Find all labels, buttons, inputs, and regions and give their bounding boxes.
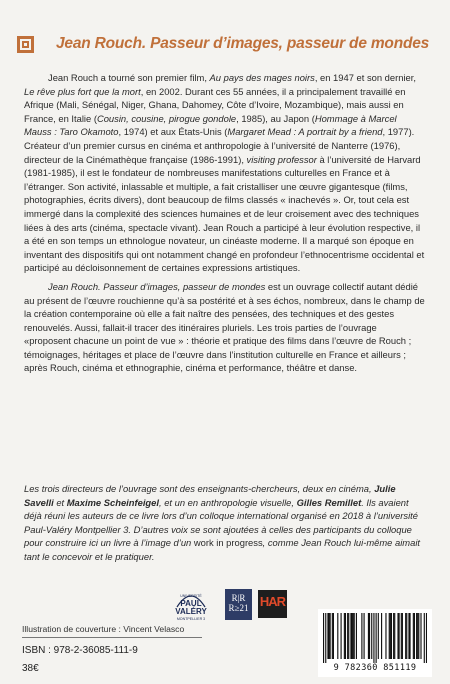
barcode-bar — [364, 613, 365, 659]
rr-line2: R≥21 — [228, 603, 249, 613]
barcode-bar — [332, 613, 333, 659]
barcode-bar — [426, 613, 427, 663]
barcode-bar — [345, 613, 346, 659]
barcode-bar — [417, 613, 418, 659]
director-name: Maxime Scheinfeigel — [66, 496, 159, 508]
paul-valery-logo-icon — [171, 587, 211, 623]
barcode-bar — [418, 613, 419, 659]
text-run: . Ils avaient déjà réuni les auteurs de ce livre lors d’un colloque international organisé en 2018 à l’université Paul-Valéry Montpellier 3. D’autres voix se sont ajoutées à celles des participants du colloque pour construire ici un livre à l’image d’un — [24, 496, 418, 549]
barcode-bar — [397, 613, 398, 659]
text-run: et — [53, 496, 67, 508]
pv-line1: PAUL — [180, 599, 202, 608]
text-run: , comme Jean Rouch lui-même aimait tant le concevoir et le pratiquer. — [24, 537, 421, 562]
pv-sub: MONTPELLIER 3 — [176, 617, 206, 621]
barcode-bar — [361, 613, 362, 659]
barcode-bar — [414, 613, 415, 659]
har-logo-icon: HAR — [258, 590, 287, 618]
barcode-bar — [330, 613, 331, 659]
directors-note — [24, 482, 426, 564]
film-title: Margaret Mead : A portrait by a friend — [227, 126, 383, 138]
barcode-bar — [351, 613, 352, 659]
barcode-bar — [378, 613, 379, 659]
barcode-bar — [420, 613, 421, 659]
pv-line2: VALÉRY — [175, 607, 207, 616]
barcode-bar — [323, 613, 324, 663]
barcode-bar — [409, 613, 410, 659]
barcode-bar — [350, 613, 351, 659]
divider — [22, 637, 202, 638]
barcode-bar — [354, 613, 355, 659]
barcode-bar — [328, 613, 329, 659]
text-run: , 1974) et aux États-Unis ( — [118, 126, 228, 138]
barcode-bar — [337, 613, 338, 659]
upright-term: work in progress — [193, 537, 263, 549]
barcode-bar — [413, 613, 414, 659]
synopsis — [24, 71, 426, 380]
text-run: , et un en anthropologie visuelle, — [158, 496, 297, 508]
text-run: , en 1947 et son dernier, — [314, 72, 416, 83]
text-run: , en 2002. Durant ces 55 années, il a principalement travaillé en Afrique (Mali, Sénégal, Niger, Ghana, Dahomey, Côte d’Ivoire, Mozambique), mais aussi en France, en Italie ( — [24, 85, 406, 124]
barcode-bar — [394, 613, 395, 659]
barcode-bar — [348, 613, 349, 659]
text-run: à l’université de Harvard (1981-1985), il est le fondateur de nombreuses manifestations culturelles en France et à l’étranger. Son activité, inlassable et multiple, a fait cristalliser une œuvre gigantesque (films, photographies, écrits divers), dont beaucoup de films classés « inachevés ». Or, tout cela est immergé dans la complexité des sciences humaines et de leur croisement avec des techniques liées à des arts (cinéma, spectacle vivant). Jean Rouch a participé à leur évolution respective, il a été en son temps un ethnologue novateur, un cinéaste moderne. Il a marqué son époque en inventant des dispositifs qui ont notamment changé en profondeur l’ethnocentrisme occidental et participé au décloisonnement de certaines expressions artistiques. — [24, 153, 425, 274]
barcode-bar — [341, 613, 342, 659]
barcode-bar — [325, 613, 326, 663]
rr-line1: R|R — [231, 593, 246, 603]
barcode-bar — [405, 613, 406, 659]
barcode-bar — [371, 613, 372, 659]
barcode-bar — [368, 613, 369, 659]
price-label: 38€ — [22, 663, 39, 674]
synopsis-paragraph-2 — [24, 280, 426, 375]
barcode-bar — [369, 613, 370, 659]
cover-credit: Illustration de couverture : Vincent Velasco — [22, 624, 185, 634]
barcode-bar — [381, 613, 382, 659]
text-run: est un ouvrage collectif autant dédié au présent de l’œuvre rouchienne qu’à sa postérité et à ses échos, nombreux, dans le champ de la création contemporaine où elle a fait naître des pensées, des techniques et des gestes renouvelés. Aussi, fallait-il tracer des itinéraires pluriels. Les trois parties de l’ouvrage «proposent chacune un point de vue » : théorie et pratique des films dans l’œuvre de Rouch ; témoignages, héritages et place de l’œuvre dans l’institution culturelle en France et ailleurs ; après Rouch, cinéma et ethnographie, cinéma et performance, théâtre et danse. — [24, 280, 425, 374]
italic-term: visiting professor — [246, 153, 317, 165]
barcode-bar — [424, 613, 425, 663]
barcode-bar — [406, 613, 407, 659]
barcode-number: 9 782360 851119 — [333, 663, 417, 673]
barcode-bar — [385, 613, 386, 659]
text-run: , 1985), au Japon ( — [236, 112, 315, 124]
film-title: Au pays des mages noirs — [209, 72, 315, 83]
barcode-bar — [401, 613, 402, 659]
barcode-bar — [389, 613, 390, 659]
barcode-bar — [408, 613, 409, 659]
barcode-icon — [323, 613, 427, 663]
barcode-bar — [416, 613, 417, 659]
text-run: , 1977). Créateur d’un premier cursus en cinéma et anthropologie à l’université de Nanterre (1976), directeur de la Cinémathèque française (1986-1991), — [24, 126, 415, 165]
barcode-bar — [391, 613, 392, 659]
text-run: Jean Rouch a tourné son premier film, — [48, 72, 210, 83]
collection-logo-icon — [17, 36, 34, 53]
film-title: Le rêve plus fort que la mort — [24, 85, 141, 97]
synopsis-paragraph-1 — [24, 71, 426, 275]
film-title: Hommage à Marcel Mauss : Taro Okamoto — [24, 112, 397, 138]
barcode-bar — [327, 613, 328, 659]
barcode-bar — [376, 613, 377, 663]
director-name: Gilles Remillet — [296, 496, 362, 508]
barcode-bar — [390, 613, 391, 659]
barcode-bar — [353, 613, 354, 659]
barcode-bar — [399, 613, 400, 659]
barcode-bar — [393, 613, 394, 659]
barcode-bar — [344, 613, 345, 659]
text-run: Les trois directeurs de l’ouvrage sont des enseignants-chercheurs, deux en cinéma, — [24, 483, 375, 494]
barcode-bar — [356, 613, 357, 659]
film-title: Cousin, cousine, pirogue gondole — [96, 112, 237, 124]
barcode-bar — [347, 613, 348, 659]
rr21-logo-icon — [225, 589, 252, 620]
book-title-inline: Jean Rouch. Passeur d’images, passeur de mondes — [48, 280, 266, 292]
barcode — [318, 609, 432, 677]
pv-small-text: UNIVERSITÉ — [180, 594, 202, 598]
isbn-label: ISBN : 978-2-36085-111-9 — [22, 645, 138, 656]
barcode-bar — [333, 613, 334, 659]
book-title: Jean Rouch. Passeur d’images, passeur de mondes — [56, 35, 430, 52]
director-name: Julie Savelli — [24, 483, 396, 508]
barcode-bar — [402, 613, 403, 659]
barcode-bar — [373, 613, 374, 663]
